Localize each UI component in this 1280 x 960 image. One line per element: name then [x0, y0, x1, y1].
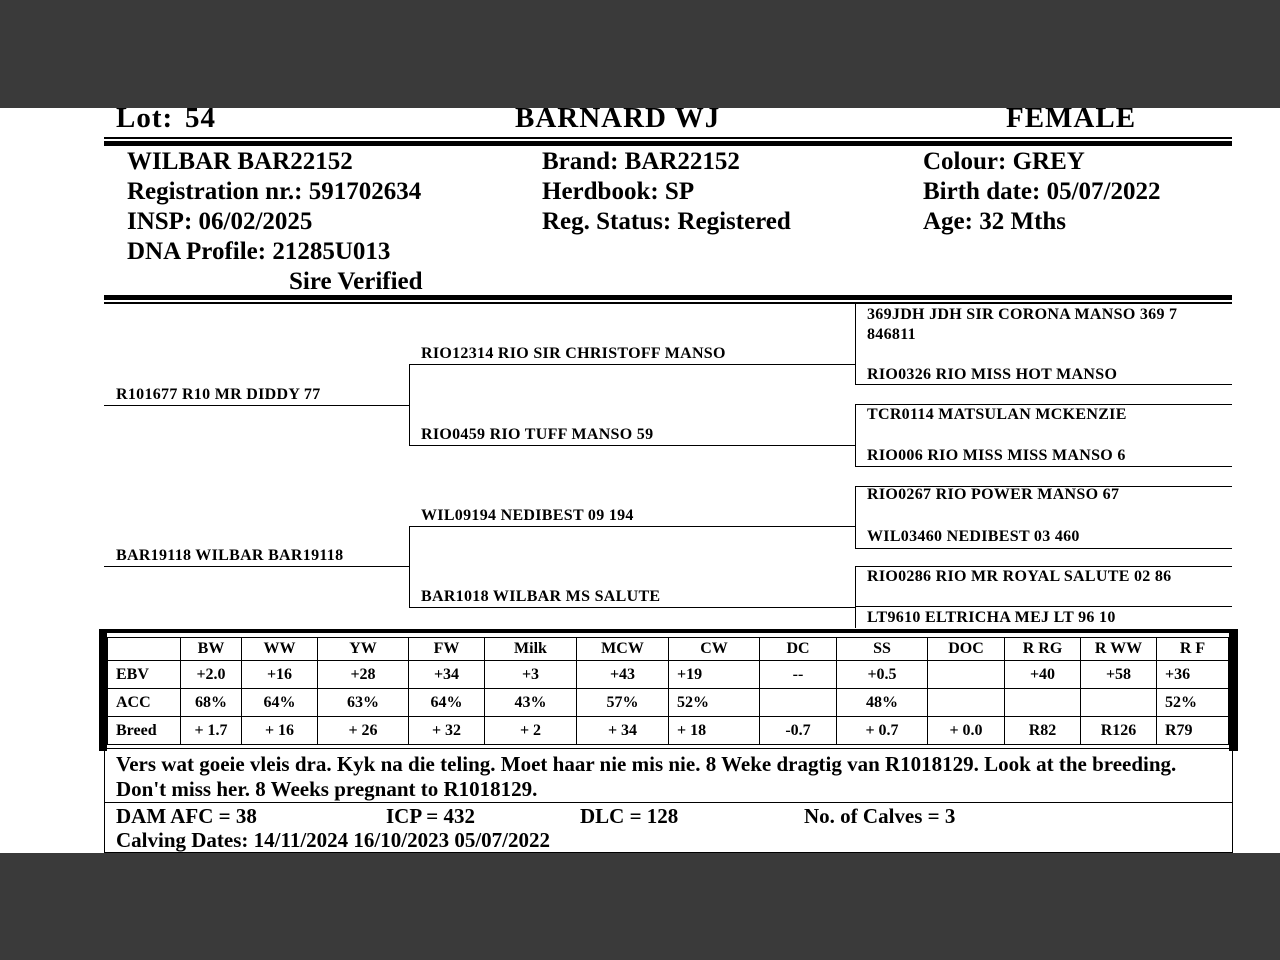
- ebv-cell: +34: [409, 661, 485, 689]
- pedigree-sire-sire: RIO12314 RIO SIR CHRISTOFF MANSO: [421, 345, 726, 362]
- ebv-cell: -0.7: [760, 717, 837, 745]
- ebv-header-cell: YW: [318, 638, 409, 661]
- pedigree-dds: RIO0286 RIO MR ROYAL SALUTE 02 86: [867, 568, 1172, 585]
- ebv-row-label: ACC: [108, 689, 181, 717]
- ebv-cell: 52%: [1157, 689, 1229, 717]
- ebv-row: [108, 717, 1229, 745]
- ebv-cell: 43%: [485, 689, 577, 717]
- pedigree-sire-dam: RIO0459 RIO TUFF MANSO 59: [421, 426, 654, 443]
- brand: Brand: BAR22152: [542, 148, 740, 175]
- ebv-header-cell: DC: [760, 638, 837, 661]
- ebv-cell: +16: [242, 661, 318, 689]
- inspection-date: INSP: 06/02/2025: [127, 208, 313, 235]
- sd-connector: [855, 404, 856, 466]
- ebv-cell: 64%: [409, 689, 485, 717]
- lot-label: Lot:: [116, 108, 174, 134]
- ebv-header-cell: [108, 638, 181, 661]
- ebv-cell: + 26: [318, 717, 409, 745]
- dam-dlc: DLC = 128: [580, 804, 679, 828]
- dam-line: [104, 566, 409, 567]
- pedigree-sire: R101677 R10 MR DIDDY 77: [116, 386, 321, 403]
- ebv-cell: [1081, 689, 1157, 717]
- ebv-header-cell: Milk: [485, 638, 577, 661]
- ebv-row-label: EBV: [108, 661, 181, 689]
- ebv-cell: +28: [318, 661, 409, 689]
- animal-info-middle: [542, 147, 791, 237]
- animal-info-right: [923, 147, 1161, 237]
- ebv-header-cell: BW: [181, 638, 242, 661]
- dam-connector: [409, 526, 410, 608]
- ebv-header-cell: WW: [242, 638, 318, 661]
- ebv-cell: 57%: [577, 689, 669, 717]
- ebv-cell: +58: [1081, 661, 1157, 689]
- ebv-cell: + 2: [485, 717, 577, 745]
- ebv-cell: + 16: [242, 717, 318, 745]
- sire-line: [104, 405, 409, 406]
- sire-connector: [409, 364, 410, 446]
- ebv-cell: +36: [1157, 661, 1229, 689]
- ebv-row: [108, 689, 1229, 717]
- comment-line-1: Vers wat goeie vleis dra. Kyk na die teling. Moet haar nie mis nie. 8 Weke dragtig van R1018129. Look at the breeding.: [116, 752, 1177, 776]
- lot-number: 54: [185, 108, 216, 134]
- ebv-cell: +3: [485, 661, 577, 689]
- ebv-cell: + 0.0: [928, 717, 1005, 745]
- ebv-cell: +43: [577, 661, 669, 689]
- ebv-header-cell: MCW: [577, 638, 669, 661]
- ebv-table: [107, 637, 1229, 745]
- pedigree-dsd: WIL03460 NEDIBEST 03 460: [867, 528, 1080, 545]
- colour: Colour: GREY: [923, 148, 1085, 175]
- ebv-row-label: Breed: [108, 717, 181, 745]
- info-rule-thin: [104, 302, 1232, 304]
- ebv-cell: --: [760, 661, 837, 689]
- dna-profile: DNA Profile: 21285U013: [127, 238, 391, 265]
- ebv-cell: + 32: [409, 717, 485, 745]
- ddd-line: [855, 606, 1232, 607]
- ebv-header-cell: DOC: [928, 638, 1005, 661]
- ss-line: [409, 364, 855, 365]
- ebv-cell: [928, 689, 1005, 717]
- ebv-cell: 63%: [318, 689, 409, 717]
- dam-calves: No. of Calves = 3: [804, 804, 956, 828]
- pedigree-dam: BAR19118 WILBAR BAR19118: [116, 547, 344, 564]
- ebv-header-cell: SS: [837, 638, 928, 661]
- dds-line: [855, 566, 1232, 567]
- ebv-cell: R82: [1005, 717, 1081, 745]
- ebv-cell: +19: [669, 661, 760, 689]
- ebv-cell: 48%: [837, 689, 928, 717]
- ebv-header-cell: R WW: [1081, 638, 1157, 661]
- ebv-cell: R126: [1081, 717, 1157, 745]
- info-rule-thick: [104, 295, 1232, 300]
- ebv-frame-left: [99, 629, 107, 751]
- pedigree-sss: 369JDH JDH SIR CORONA MANSO 369 7: [867, 306, 1178, 323]
- pedigree-sss-cont: 846811: [867, 326, 916, 343]
- dam-afc: DAM AFC = 38: [116, 804, 257, 828]
- ebv-cell: + 18: [669, 717, 760, 745]
- pedigree-sds: TCR0114 MATSULAN MCKENZIE: [867, 406, 1127, 423]
- ebv-cell: [928, 661, 1005, 689]
- comment-line-2: Don't miss her. 8 Weeks pregnant to R1018129.: [116, 777, 538, 801]
- ss-connector: [855, 304, 856, 384]
- dam-icp: ICP = 432: [386, 804, 475, 828]
- sex-label: FEMALE: [1006, 108, 1137, 134]
- herdbook: Herdbook: SP: [542, 178, 695, 205]
- ebv-cell: +2.0: [181, 661, 242, 689]
- ebv-cell: 68%: [181, 689, 242, 717]
- ebv-table-body: [108, 638, 1229, 745]
- header-rule-thick: [104, 141, 1232, 146]
- dd-connector: [855, 566, 856, 628]
- ebv-cell: R79: [1157, 717, 1229, 745]
- ebv-cell: + 0.7: [837, 717, 928, 745]
- pedigree-ddd: LT9610 ELTRICHA MEJ LT 96 10: [867, 609, 1116, 626]
- pedigree-dam-sire: WIL09194 NEDIBEST 09 194: [421, 507, 634, 524]
- sds-line: [855, 404, 1232, 405]
- breeder-name: BARNARD WJ: [515, 108, 721, 134]
- animal-name: WILBAR BAR22152: [127, 148, 353, 175]
- ebv-cell: [760, 689, 837, 717]
- age: Age: 32 Mths: [923, 208, 1067, 235]
- ebv-header-cell: CW: [669, 638, 760, 661]
- birth-date: Birth date: 05/07/2022: [923, 178, 1161, 205]
- ebv-cell: 52%: [669, 689, 760, 717]
- dsd-line: [855, 548, 1232, 549]
- pedigree-dss: RIO0267 RIO POWER MANSO 67: [867, 486, 1120, 503]
- ebv-cell: +40: [1005, 661, 1081, 689]
- pedigree-sdd: RIO006 RIO MISS MISS MANSO 6: [867, 447, 1126, 464]
- sd-line: [409, 445, 855, 446]
- ebv-cell: [1005, 689, 1081, 717]
- ds-connector: [855, 486, 856, 548]
- comments-divider: [104, 802, 1232, 803]
- calving-dates: Calving Dates: 14/11/2024 16/10/2023 05/07/2022: [116, 828, 551, 852]
- ebv-row: [108, 661, 1229, 689]
- registration-number: Registration nr.: 591702634: [127, 178, 422, 205]
- registration-status: Reg. Status: Registered: [542, 208, 791, 235]
- lot-card: [0, 108, 1280, 853]
- ebv-cell: +0.5: [837, 661, 928, 689]
- ebv-cell: + 1.7: [181, 717, 242, 745]
- ebv-header-row: [108, 638, 1229, 661]
- comments-text: [116, 752, 1176, 802]
- ebv-cell: + 34: [577, 717, 669, 745]
- ebv-header-cell: R F: [1157, 638, 1229, 661]
- ebv-header-cell: FW: [409, 638, 485, 661]
- dd-line: [409, 607, 855, 608]
- pedigree-dam-dam: BAR1018 WILBAR MS SALUTE: [421, 588, 661, 605]
- header-rule-thin: [104, 137, 1232, 139]
- ssd-line: [855, 384, 1232, 385]
- ds-line: [409, 526, 855, 527]
- animal-info-left: [127, 147, 423, 297]
- sdd-line: [855, 466, 1232, 467]
- dna-status: Sire Verified: [289, 268, 423, 295]
- ebv-header-cell: R RG: [1005, 638, 1081, 661]
- ebv-cell: 64%: [242, 689, 318, 717]
- ebv-frame-right: [1229, 629, 1238, 751]
- pedigree-ssd: RIO0326 RIO MISS HOT MANSO: [867, 366, 1118, 383]
